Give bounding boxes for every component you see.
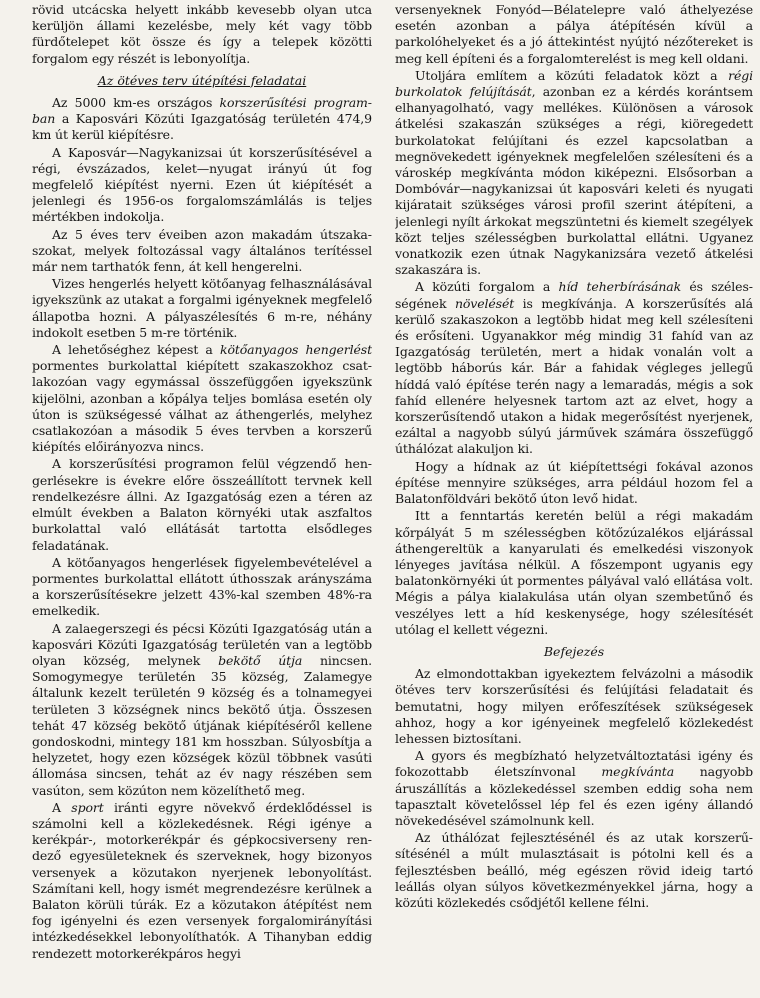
paragraph: A gyors és megbízható helyzetváltoztatási igény és fokozottabb életszínvonal megkívánta nagyobb áruszállítás a közlekedéssel szemben eddig soha nem tapasztalt követelőssel lép fel és ezen igény állandó növekedésével számolnunk kell.	[395, 748, 753, 828]
paragraph: A zalaegerszegi és pécsi Közúti Igazgatóság után a kaposvári Közúti Igazgatóság területén van a legtöbb olyan község, melynek bekötő útja nincsen. Somogymegye területén 35 község, Zalamegye általunk kezelt területén 9 község és a tolnamegyei területen 3 községnek nincs bekötő útja. Összesen tehát 47 község bekötő útjának kiépítéséről kellene gondoskodni, mintegy 181 km hosszban. Súlyosbítja a helyzetet, hogy ezen községek közül többnek vasúti állomása sincsen, tehát az év nagy részében sem vasúton, sem közúton nem közelíthető meg.	[32, 620, 372, 798]
paragraph: rövid utcácska helyett inkább kevesebb olyan utca kerüljön állami kezelésbe, mely két vagy több fürdőtelepet köt össze és így a telepek közötti forgalom egy részét is lebonyolítja.	[32, 2, 372, 66]
paragraph: A Kaposvár—Nagykanizsai út korszerűsítésével a régi, évszázados, kelet—nyugat irányú út fog megfelelő kiépítést nyerni. Ezen út kiépítését a jelenlegi és 1956-os forgalomszámlálás is teljes mértékben indokolja.	[32, 144, 372, 225]
paragraph: Vizes hengerlés helyett kötőanyag felhasználásával igyekszünk az utakat a forgalmi igényeknek megfelelő állapotba hozni. A pályaszélesítés 6 m-re, néhány indokolt esetben 5 m-re történik.	[32, 276, 372, 340]
paragraph: Utoljára említem a közúti feladatok közt a régi burkolatok felújítását, azonban ez a kérdés korántsem elhanyagolható, vagy mellékes. Különösen a városok átkelési szakaszán szükséges a régi, kiöregedett burkolatokat felújítani és ezzel kapcsolatban a megnövekedett igényeknek megfelelően szélesíteni és a városkép megkívánta módon kiképezni. Elsősorban a Dombóvár—nagykanizsai út kaposvári keleti és nyugati kijáratait szükséges városi profil szerint átépíteni, a jelenlegi nyílt árkokat megszüntetni és kiemelt szegélyek közt teljes szélességben burkolattal ellátni. Ugyanez vonatkozik ezen útnak Nagykanizsára vezető átkelési szakaszára is.	[395, 67, 753, 278]
paragraph: A sport iránti egyre növekvő érdeklődéssel is számolni kell a közlekedésnek. Régi igénye a kerékpár-, motorkerékpár és gépkocsiverseny rendező egyesületeknek és szerveknek, hogy bizonyos versenyek a közutakon nyerjenek lebonyolítást. Számítani kell, hogy ismét megrendezésre kerülnek a Balaton körüli túrák. Ez a közutakon átépítést nem fog igényelni és ezen versenyek forgalomirányítási intézkedésekkel lebonyolíthatók. A Tihanyban eddig rendezett motorkerékpáros hegyi	[32, 799, 372, 961]
paragraph: Hogy a hídnak az út kiépítettségi fokával azonos építése mennyire szükséges, arra például hozom fel a Balatonföldvári bekötő úton levő hidat.	[395, 458, 753, 507]
paragraph: A közúti forgalom a híd teherbírásának és szélességének növelését is megkívánja. A korszerűsítés alá kerülő szakaszokon a legtöbb hidat meg kell szélesíteni és erősíteni. Ugyanakkor még mindig 31 fahíd van az Igazgatóság területén, mert a hidak vonalán volt a legtöbb háborús kár. Bár a fahidak végleges jellegű híddá való építése terén nagy a lemaradás, mégis a sok fahíd ellenére helyesnek tartom azt az elvet, hogy a korszerűsítendő utakon a hidak megerősítést nyerjenek, ezáltal a nagyobb súlyú járművek számára összefüggő úthálózat alakuljon ki.	[395, 279, 753, 457]
paragraph: versenyeknek Fonyód—Bélatelepre való áthelyezése esetén azonban a pálya átépítésén kívül a parkolóhelyeket és a jó áttekintést nyújtó nézőtereket is meg kell építeni és a forgalomterelést is meg kell oldani.	[395, 2, 753, 66]
section-heading: Befejezés	[543, 643, 605, 659]
paragraph: Az úthálózat fejlesztésénél és az utak korszerűsítésénél a múlt mulasztásait is pótolni kell és a fejlesztésben beálló, még egészen rövid ideig tartó leállás olyan súlyos következményekkel járna, hogy a közúti közlekedés csődjétől kellene félni.	[395, 830, 753, 910]
paragraph: Az 5000 km-es országos korszerűsítési programban a Kaposvári Közúti Igazgatóság területén 474,9 km út kerül kiépítésre.	[32, 95, 372, 143]
paragraph: A korszerűsítési programon felül végzendő hengerlésekre is évekre előre összeállított tervnek kell rendelkezésre állni. Az Igazgatóság ezen a téren az elmúlt években a Balaton környéki utak aszfaltos burkolattal való ellátását tartotta elsődleges feladatának.	[32, 456, 372, 553]
paragraph: Az elmondottakban igyekeztem felvázolni a második ötéves terv korszerűsítési és felújítási feladatait és bemutatni, hogy milyen erőfeszítések szükségesek ahhoz, hogy a kor igényeinek megfelelő közlekedést lehessen biztosítani.	[395, 666, 753, 746]
paragraph: A kötőanyagos hengerlések figyelembevételével a pormentes burkolattal ellátott úthosszak arányszáma a korszerűsítésekre jelzett 43%-kal szemben 48%-ra emelkedik.	[32, 554, 372, 619]
section-heading: Az ötéves terv útépítési feladatai	[97, 72, 307, 88]
paragraph: Az 5 éves terv éveiben azon makadám útszakaszokat, melyek foltozással vagy általános terítéssel már nem tarthatók fenn, át kell hengerelni.	[32, 226, 372, 275]
left-column	[32, 2, 372, 994]
paragraph: Itt a fenntartás keretén belül a régi makadám kőrpályát 5 m szélességben kötőzúzalékos eljárással áthengereltük a kanyarulati és emelkedési viszonyok lényeges javítása nélkül. A főszempont ugyanis egy balatonkörnyéki út pormentes pályával való ellátása volt. Mégis a pálya kialakulása után olyan szembetűnő és veszélyes lett a híd keskenysége, hogy szélesítését utólag el kellett végezni.	[395, 508, 753, 637]
paragraph: A lehetőséghez képest a kötőanyagos hengerlést pormentes burkolattal kiépített szakaszokhoz csatlakozóan vagy egymással összefüggően igyekszünk kijelölni, azonban a kőpálya teljes bomlása esetén oly úton is szükségessé válhat az áthengerlés, melyhez csatlakozóan a második 5 éves tervben a korszerű kiépítés előirányozva nincs.	[32, 342, 372, 455]
right-column	[395, 2, 753, 994]
